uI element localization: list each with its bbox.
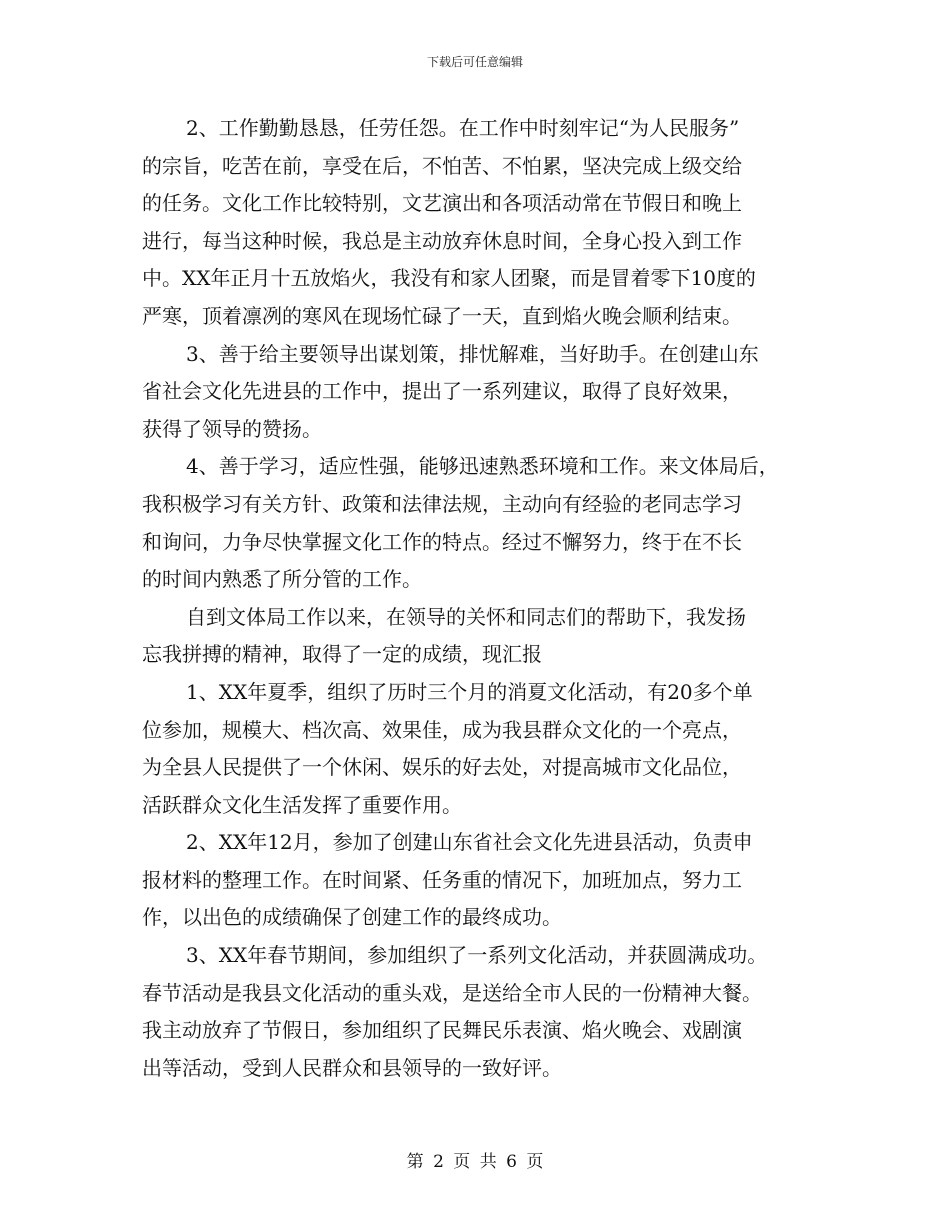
paragraph <box>142 674 832 824</box>
text-line: 为全县人民提供了一个休闲、娱乐的好去处，对提高城市文化品位， <box>142 755 742 780</box>
text-line: 作，以出色的成绩确保了创建工作的最终成功。 <box>142 905 562 930</box>
text-line: 3、善于给主要领导出谋划策，排忧解难，当好助手。在创建山东 <box>186 341 759 366</box>
text-line: 获得了领导的赞扬。 <box>142 416 322 441</box>
text-line: 活跃群众文化生活发挥了重要作用。 <box>142 792 462 817</box>
text-line: 1、XX年夏季，组织了历时三个月的消夏文化活动，有20多个单 <box>186 679 753 704</box>
text-line: 报材料的整理工作。在时间紧、任务重的情况下，加班加点，努力工 <box>142 867 742 892</box>
document-body <box>142 110 832 1087</box>
page-header: 下载后可任意编辑 <box>426 55 523 69</box>
text-line: 进行，每当这种时候，我总是主动放弃休息时间，全身心投入到工作 <box>142 228 742 253</box>
text-line: 4、善于学习，适应性强，能够迅速熟悉环境和工作。来文体局后， <box>186 454 779 479</box>
paragraph <box>142 937 832 1087</box>
paragraph <box>142 336 832 449</box>
page-number: 第 2 页 共 6 页 <box>406 1152 544 1172</box>
text-line: 出等活动，受到人民群众和县领导的一致好评。 <box>142 1055 562 1080</box>
text-line: 2、工作勤勤恳恳，任劳任怨。在工作中时刻牢记“为人民服务” <box>186 116 740 140</box>
text-line: 位参加，规模大、档次高、效果佳，成为我县群众文化的一个亮点， <box>142 717 742 742</box>
text-line: 我积极学习有关方针、政策和法律法规，主动向有经验的老同志学习 <box>142 491 742 516</box>
text-line: 忘我拼搏的精神，取得了一定的成绩，现汇报 <box>142 642 542 667</box>
text-line: 我主动放弃了节假日，参加组织了民舞民乐表演、焰火晚会、戏剧演 <box>142 1018 742 1043</box>
paragraph <box>142 110 832 336</box>
text-line: 自到文体局工作以来，在领导的关怀和同志们的帮助下，我发扬 <box>186 604 746 629</box>
text-line: 和询问，力争尽快掌握文化工作的特点。经过不懈努力，终于在不长 <box>142 529 742 554</box>
text-line: 严寒，顶着凛冽的寒风在现场忙碌了一天，直到焰火晚会顺利结束。 <box>142 303 742 328</box>
text-line: 3、XX年春节期间，参加组织了一系列文化活动，并获圆满成功。 <box>186 943 768 968</box>
text-line: 2、XX年12月，参加了创建山东省社会文化先进县活动，负责申 <box>186 830 753 855</box>
text-line: 中。XX年正月十五放焰火，我没有和家人团聚，而是冒着零下10度的 <box>142 266 756 291</box>
text-line: 春节活动是我县文化活动的重头戏，是送给全市人民的一份精神大餐。 <box>142 980 762 1005</box>
text-line: 省社会文化先进县的工作中，提出了一系列建议，取得了良好效果， <box>142 379 742 404</box>
paragraph <box>142 448 832 598</box>
text-line: 的时间内熟悉了所分管的工作。 <box>142 567 422 592</box>
text-line: 的宗旨，吃苦在前，享受在后，不怕苦、不怕累，坚决完成上级交给 <box>142 153 742 178</box>
text-line: 的任务。文化工作比较特别，文艺演出和各项活动常在节假日和晚上 <box>142 191 742 216</box>
paragraph <box>142 824 832 937</box>
paragraph <box>142 599 832 674</box>
